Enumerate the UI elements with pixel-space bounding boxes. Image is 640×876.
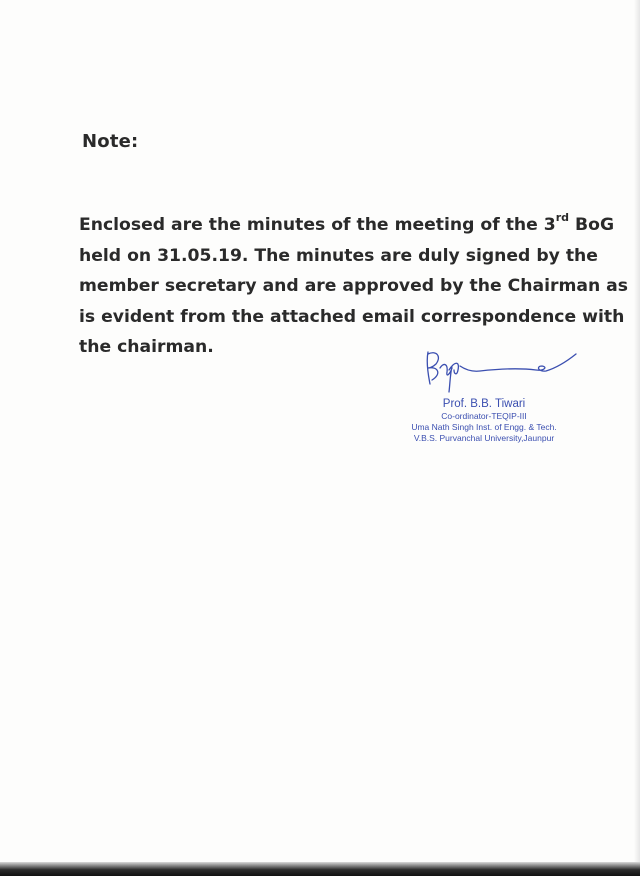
signatory-role: Co-ordinator-TEQIP-III <box>441 411 527 421</box>
scan-edge-right <box>634 0 640 876</box>
signatory-university: V.B.S. Purvanchal University,Jaunpur <box>413 433 555 443</box>
paragraph-line-1 <box>79 210 615 241</box>
paragraph-line-1-text: Enclosed are the minutes of the meeting of the 3 <box>79 215 556 235</box>
handwritten-signature <box>420 344 580 396</box>
paragraph-line-4: is evident from the attached email correspondence with <box>79 306 625 327</box>
note-paragraph <box>79 210 629 363</box>
paragraph-line-5: the chairman. <box>79 337 214 357</box>
paragraph-line-2: held on 31.05.19. The minutes are duly signed by the <box>79 245 598 266</box>
signatory-name: Prof. B.B. Tiwari <box>442 398 526 410</box>
scan-edge-bottom <box>0 862 640 876</box>
ordinal-superscript: rd <box>555 211 570 225</box>
paragraph-line-1-end: BoG <box>569 215 615 235</box>
signatory-stamp <box>404 397 564 444</box>
signatory-institute: Uma Nath Singh Inst. of Engg. & Tech. <box>411 422 557 432</box>
paragraph-line-3: member secretary and are approved by the Chairman as <box>79 276 629 296</box>
note-heading: Note: <box>82 131 139 152</box>
